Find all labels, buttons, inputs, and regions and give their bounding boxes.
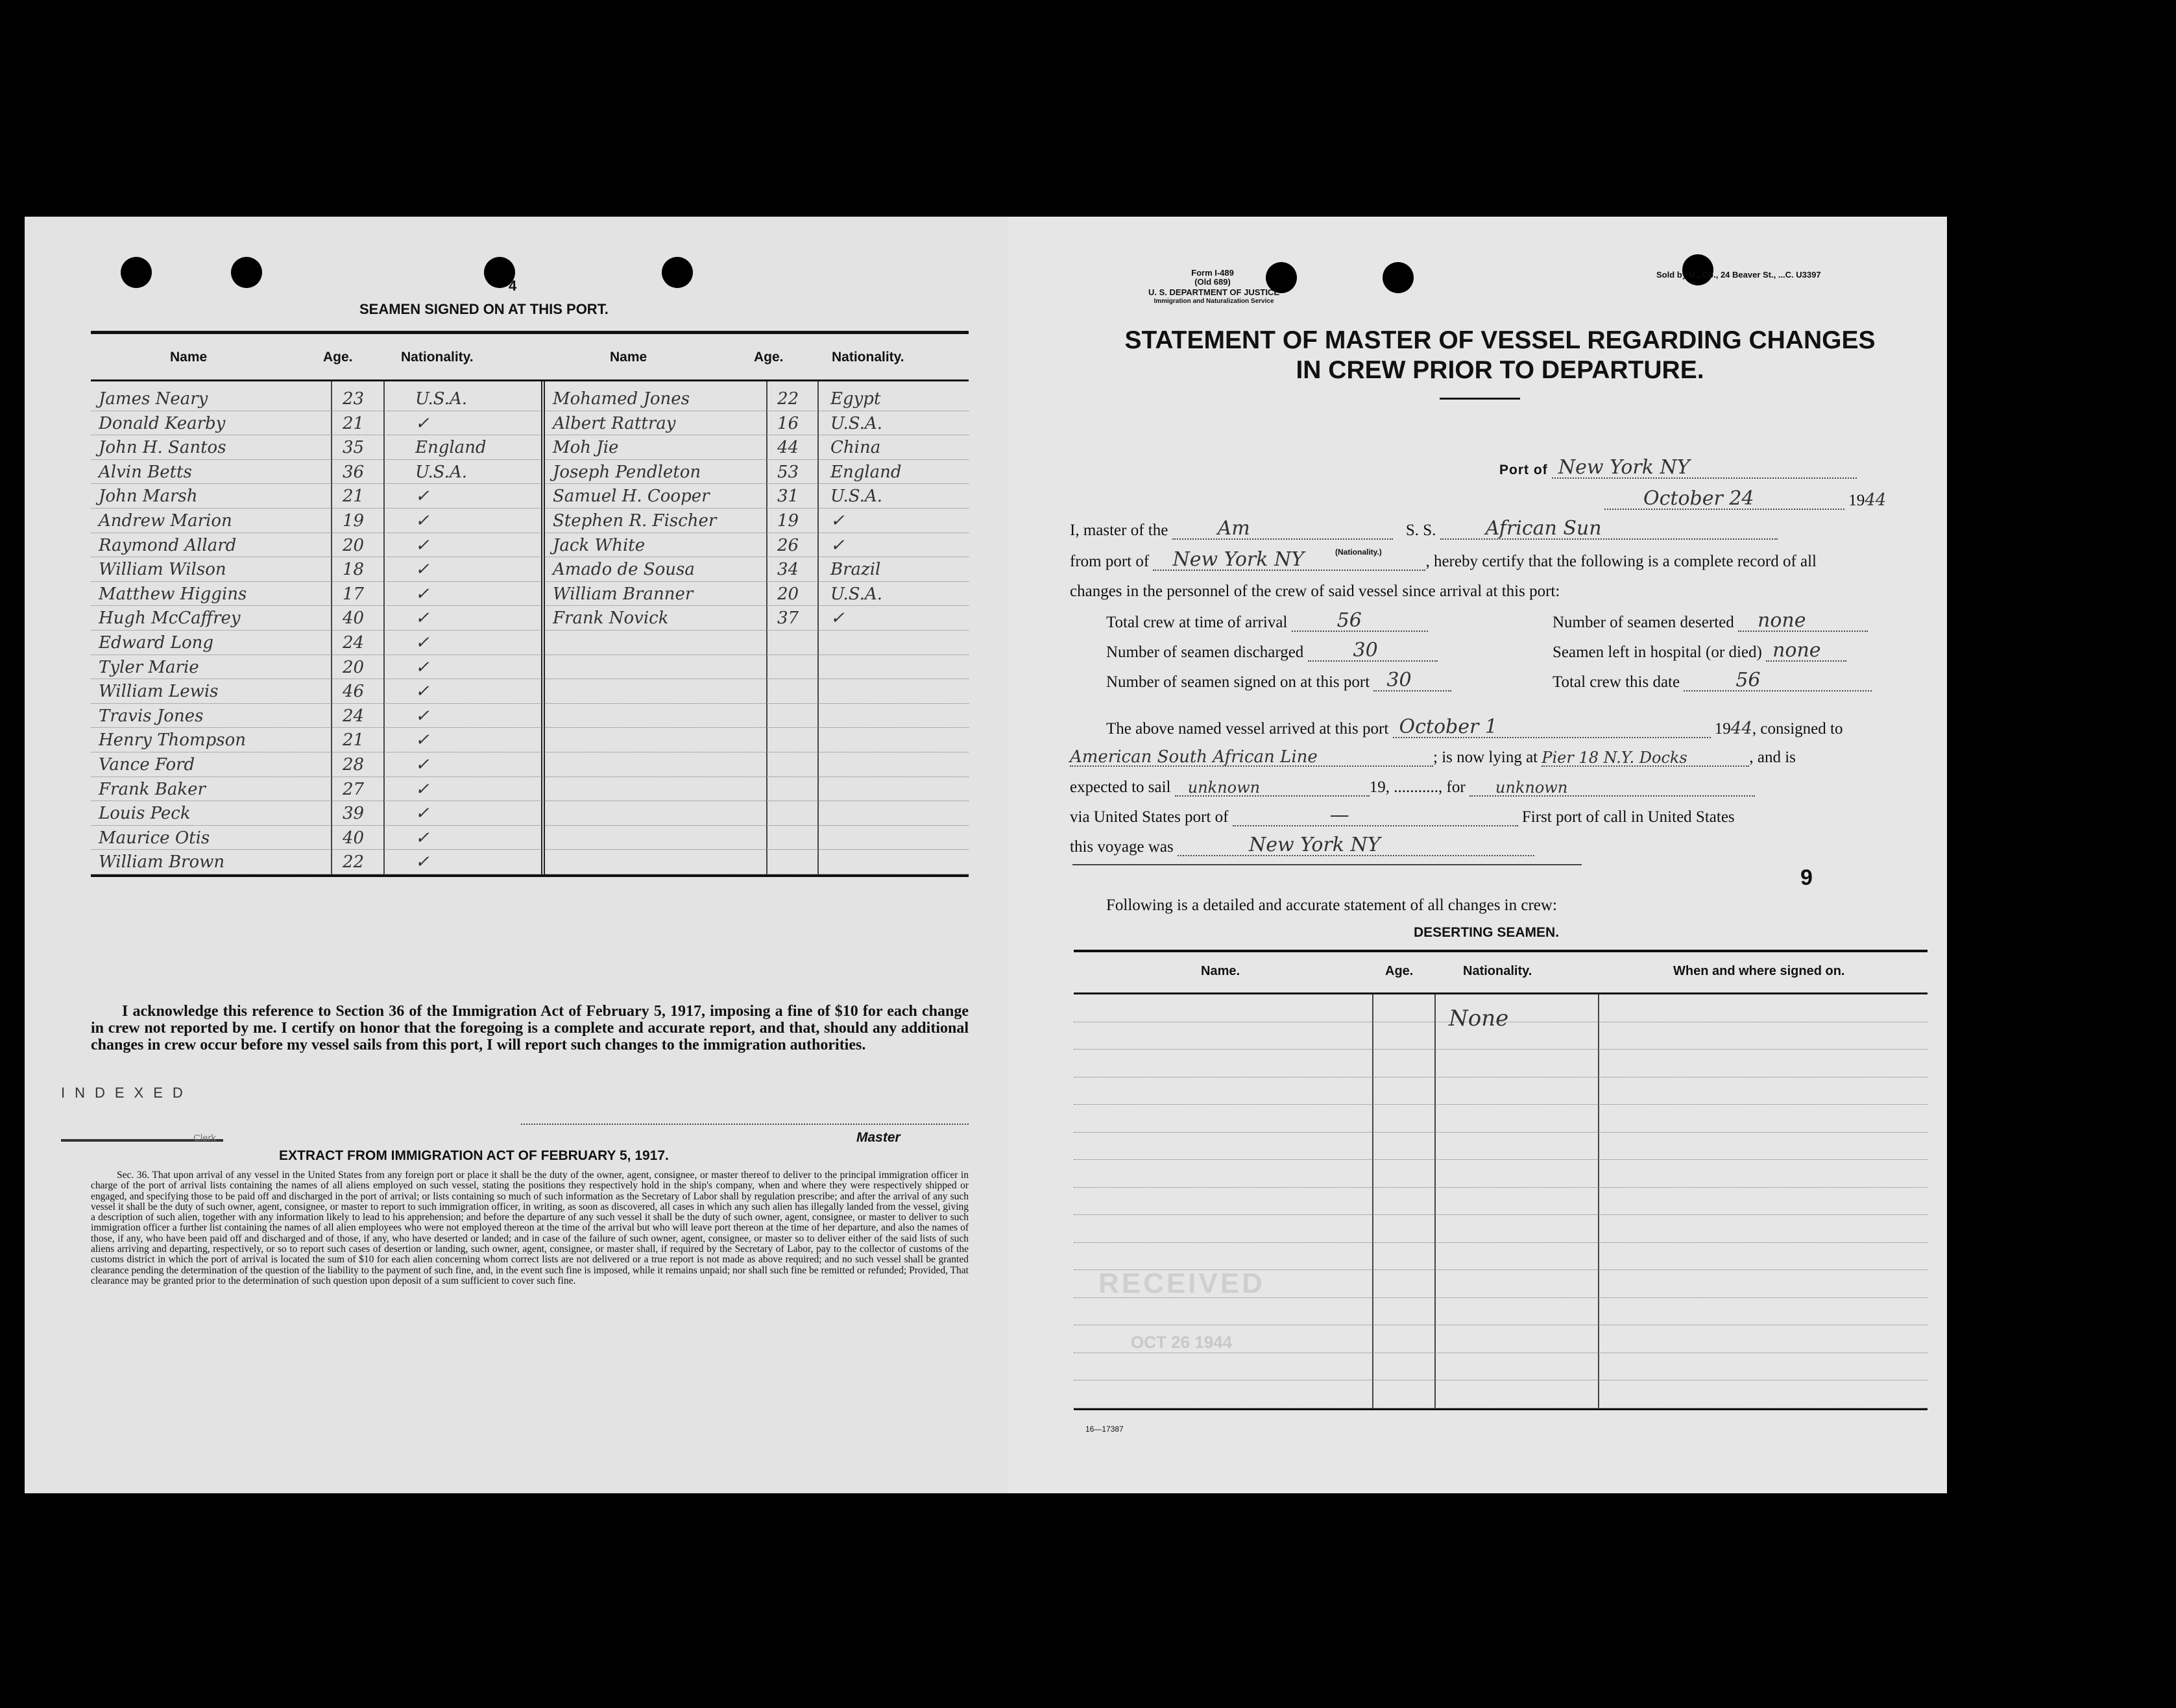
crew-row [91, 533, 969, 558]
signed-on-field [1106, 669, 1451, 692]
crew-row [91, 655, 969, 680]
crew-name: Vance Ford [99, 754, 195, 775]
crew-age: 20 [777, 584, 799, 604]
crew-age: 44 [777, 438, 799, 458]
expected-field: expected to sail unknown 19, ..........., for unknown [1070, 778, 1755, 797]
crew-nationality: ✓ [415, 730, 429, 751]
header-age: Age. [1385, 964, 1414, 978]
crew-name: William Branner [553, 584, 694, 604]
crew-name: Samuel H. Cooper [553, 487, 710, 507]
crew-nationality: U.S.A. [830, 584, 882, 604]
crew-row [91, 557, 969, 582]
crew-age: 39 [343, 804, 365, 824]
crew-age: 28 [343, 754, 365, 775]
crew-row [91, 509, 969, 533]
crew-row [91, 801, 969, 826]
crew-name: Frank Novick [553, 608, 669, 629]
extract-text: Sec. 36. That upon arrival of any vessel in the United States from any foreign port or place it shall be the duty of the owner, agent, consignee, or master thereof to deliver to the principal immigration officer in charge of the port of arrival lists containing the names of all aliens employed on such vessel, stating the positions they respectively hold in the ship's company, when and where they were respectively shipped or engaged, and specifying those to be paid off and discharged in the port of arrival; or lists containing so much of such information as the Secretary of Labor shall by regulation prescribe; and after the arrival of any such vessel it shall be the duty of such owner, agent, consignee, or master to report to such immigration officer, in writing, as soon as discovered, all cases in which any such alien has illegally landed from the vessel, giving a description of such alien, together with any information likely to lead to his apprehension; and before the departure of any such vessel it shall be the duty of such owner, agent, consignee, or master to deliver to such immigration officer a further list containing the names of all alien employees who were not employed thereon at the time of the arrival but who will leave port thereon at the time of her departure, and also the names of those, if any, who have been paid off and discharged and of those, if any, who have deserted or landed; and in case of the failure of such owner, agent, consignee, or master so to deliver either of the said lists of such aliens arriving and departing, respectively, or so to report such cases of desertion or landing, such owner, agent, consignee, or master shall, if required by the Secretary of Labor, pay to the collector of customs of the customs district in which the port of arrival is located the sum of $10 for each alien concerning whom correct lists are not delivered or a true report is not made as above required; and no such vessel shall be granted clearance pending the determination of the question of the liability to the payment of such fine, and, in the event such fine is imposed, while it remains unpaid; nor shall such fine be remitted or refunded; Provided, That clearance may be granted prior to the determination of such question upon deposit of a sum sufficient to cover such fine. [91, 1170, 969, 1286]
from-port-label: from port of [1070, 553, 1150, 570]
crew-nationality: ✓ [415, 828, 429, 848]
count-mark: 9 [1800, 865, 1813, 890]
voyage-input[interactable]: New York NY [1178, 838, 1534, 856]
crew-name: Henry Thompson [99, 730, 246, 751]
signed-on-input[interactable]: 30 [1373, 673, 1451, 692]
crew-name: Frank Baker [99, 779, 206, 799]
department: U. S. DEPARTMENT OF JUSTICE [1148, 287, 1279, 297]
sold-by: Sold by U...Co., 24 Beaver St., ...C. U3397 [1656, 270, 1821, 280]
and-is-label: , and is [1749, 749, 1796, 766]
desert-entry: None [1449, 1005, 1509, 1031]
crew-table-body [91, 381, 969, 877]
header-age: Age. [754, 350, 784, 365]
form-block [1161, 269, 1264, 287]
certify-text: , hereby certify that the following is a complete record of all [1425, 553, 1817, 570]
deserting-row [1074, 1077, 1928, 1105]
header-name: Name [610, 350, 647, 365]
total-arrival-label: Total crew at time of arrival [1106, 614, 1288, 631]
crew-nationality: ✓ [415, 779, 429, 799]
crew-row [91, 606, 969, 631]
crew-nationality: U.S.A. [415, 462, 467, 482]
header-nationality: Nationality. [1463, 964, 1532, 978]
deserting-row [1074, 1105, 1928, 1133]
from-port-input[interactable]: New York NY [1153, 553, 1425, 571]
crew-age: 46 [343, 682, 365, 702]
crew-nationality: ✓ [415, 511, 429, 531]
header-name: Name. [1201, 964, 1240, 978]
following-text: Following is a detailed and accurate statement of all changes in crew: [1106, 896, 1557, 914]
header-age: Age. [323, 350, 353, 365]
title-line-1: STATEMENT OF MASTER OF VESSEL REGARDING CHANGES [1124, 326, 1876, 354]
crew-row [91, 752, 969, 777]
for-input[interactable]: unknown [1469, 778, 1755, 797]
crew-nationality: England [415, 438, 487, 458]
crew-name: Albert Rattray [553, 413, 676, 433]
crew-name: William Lewis [99, 682, 219, 702]
crew-age: 34 [777, 560, 799, 580]
crew-name: Donald Kearby [99, 413, 226, 433]
port-of-field [1499, 456, 1857, 479]
form-number: Form I-489 [1191, 268, 1234, 278]
crew-name: John H. Santos [99, 438, 226, 458]
signed-on-label: Number of seamen signed on at this port [1106, 673, 1370, 691]
crew-nationality: ✓ [415, 560, 429, 580]
crew-nationality: ✓ [415, 413, 429, 433]
crew-age: 31 [777, 487, 799, 507]
via-input[interactable]: — [1233, 808, 1518, 826]
crew-age: 22 [343, 852, 365, 872]
consignee-input[interactable]: American South African Line [1070, 749, 1433, 767]
hospital-label: Seamen left in hospital (or died) [1553, 644, 1762, 661]
header-name: Name [170, 350, 208, 365]
crew-name: Hugh McCaffrey [99, 608, 241, 629]
deserting-row [1074, 1133, 1928, 1161]
crew-row [91, 484, 969, 509]
arrived-input[interactable]: October 1 [1393, 720, 1711, 738]
ss-input[interactable]: African Sun [1440, 522, 1778, 540]
crew-nationality: ✓ [830, 535, 845, 555]
crew-row [91, 679, 969, 704]
crew-age: 19 [777, 511, 799, 531]
crew-nationality: ✓ [415, 706, 429, 726]
crew-name: James Neary [99, 389, 208, 409]
crew-age: 26 [777, 535, 799, 555]
voyage-field [1070, 834, 1534, 856]
crew-nationality: England [830, 462, 902, 482]
crew-name: William Wilson [99, 560, 226, 580]
crew-age: 17 [343, 584, 365, 604]
crew-row [91, 826, 969, 850]
crew-table [91, 331, 969, 877]
crew-name: Amado de Sousa [553, 560, 695, 580]
crew-name: Stephen R. Fischer [553, 511, 717, 531]
crew-nationality: ✓ [415, 584, 429, 604]
consigned-label: , consigned to [1752, 720, 1843, 738]
acknowledgement-text: I acknowledge this reference to Section 36 of the Immigration Act of February 5, 1917, imposing a fine of $10 for each change in crew not reported by me. I certify on honor that the foregoing is a complete and accurate report, and that, should any additional changes in crew occur before my vessel sails from this port, I will report such changes to the immigration authorities. [91, 1003, 969, 1053]
crew-nationality: ✓ [415, 632, 429, 653]
expected-input[interactable]: unknown [1175, 778, 1370, 797]
crew-name: Raymond Allard [99, 535, 237, 555]
deserting-row [1074, 1215, 1928, 1243]
crew-nationality: ✓ [415, 608, 429, 629]
form-footer: 16—17387 [1085, 1425, 1124, 1434]
hospital-field [1553, 639, 1846, 662]
via-label: via United States port of [1070, 808, 1229, 826]
crew-nationality: ✓ [415, 535, 429, 555]
title-rule [1440, 398, 1520, 400]
crew-age: 21 [343, 413, 365, 433]
lying-label: ; is now lying at [1433, 749, 1538, 766]
header-nationality: Nationality. [401, 350, 474, 365]
date-input[interactable]: October 24 [1604, 492, 1844, 510]
crew-name: Mohamed Jones [553, 389, 690, 409]
crew-nationality: U.S.A. [830, 487, 882, 507]
received-stamp: RECEIVED [1098, 1268, 1265, 1299]
service: Immigration and Naturalization Service [1154, 298, 1274, 305]
crew-nationality: ✓ [830, 511, 845, 531]
crew-name: Edward Long [99, 632, 214, 653]
crew-name: Andrew Marion [99, 511, 232, 531]
extract-title: EXTRACT FROM IMMIGRATION ACT OF FEBRUARY 5, 1917. [279, 1148, 669, 1163]
crew-row [91, 850, 969, 874]
crew-nationality: Brazil [830, 560, 881, 580]
date-field [1604, 487, 1887, 510]
crew-nationality: ✓ [415, 804, 429, 824]
punch-hole [662, 257, 693, 288]
crew-age: 16 [777, 413, 799, 433]
crew-nationality: Egypt [830, 389, 881, 409]
punch-hole [1383, 262, 1414, 293]
hospital-input[interactable]: none [1766, 644, 1846, 662]
section-title: SEAMEN SIGNED ON AT THIS PORT. [359, 301, 609, 317]
consignee-field [1070, 749, 1796, 767]
total-date-field [1553, 669, 1872, 692]
clerk-label: Clerk [193, 1133, 217, 1144]
crew-age: 27 [343, 779, 365, 799]
crew-age: 21 [343, 730, 365, 751]
deserting-row [1074, 1050, 1928, 1077]
crew-nationality: ✓ [415, 754, 429, 775]
arrived-label: The above named vessel arrived at this port [1106, 720, 1389, 738]
deserted-field [1553, 609, 1868, 632]
indexed-stamp: INDEXED [61, 1085, 193, 1101]
arrived-year-prefix: 19 [1714, 720, 1731, 738]
department-block [1097, 288, 1331, 306]
crew-nationality: U.S.A. [415, 389, 467, 409]
right-page [1008, 217, 1947, 1493]
first-port-label: First port of call in United States [1521, 808, 1735, 826]
crew-name: Joseph Pendleton [553, 462, 701, 482]
crew-row [91, 728, 969, 752]
crew-nationality: ✓ [415, 487, 429, 507]
punch-hole [121, 257, 152, 288]
crew-age: 40 [343, 608, 365, 629]
header-nationality: Nationality. [832, 350, 904, 365]
discharged-input[interactable]: 30 [1308, 644, 1438, 662]
deserting-row [1074, 1380, 1928, 1408]
crew-name: Louis Peck [99, 804, 191, 824]
crew-nationality: U.S.A. [830, 413, 882, 433]
left-page [25, 217, 1008, 1493]
port-of-input[interactable]: New York NY [1552, 461, 1857, 479]
crew-row [91, 411, 969, 436]
deserting-title: DESERTING SEAMEN. [1414, 925, 1560, 940]
crew-name: William Brown [99, 852, 225, 872]
crew-age: 22 [777, 389, 799, 409]
expected-label: expected to sail [1070, 778, 1171, 796]
crew-name: Moh Jie [553, 438, 619, 458]
arrived-year: 44 [1730, 719, 1752, 738]
crew-nationality: ✓ [415, 657, 429, 677]
crew-age: 35 [343, 438, 365, 458]
ss-label: S. S. [1405, 522, 1436, 539]
crew-table-header [91, 331, 969, 381]
crew-name: Alvin Betts [99, 462, 192, 482]
crew-nationality: ✓ [415, 682, 429, 702]
port-of-label: Port of [1499, 463, 1548, 477]
crew-nationality: ✓ [830, 608, 845, 629]
deserting-row [1074, 1353, 1928, 1381]
arrived-field [1106, 716, 1843, 738]
page-number: 4 [509, 278, 517, 294]
crew-row [91, 777, 969, 802]
crew-age: 36 [343, 462, 365, 482]
expected-year-prefix: 19 [1369, 778, 1386, 796]
crew-row [91, 582, 969, 607]
form-title [1069, 326, 1931, 385]
deserted-input[interactable]: none [1738, 614, 1868, 632]
total-arrival-input[interactable]: 56 [1292, 614, 1428, 632]
deserted-label: Number of seamen deserted [1553, 614, 1734, 631]
header-signed-on: When and where signed on. [1673, 964, 1845, 978]
crew-row [91, 460, 969, 485]
deserting-row [1074, 1160, 1928, 1188]
form-old: (Old 689) [1194, 277, 1231, 287]
for-label: for [1446, 778, 1466, 796]
crew-row [91, 435, 969, 460]
crew-age: 18 [343, 560, 365, 580]
crew-age: 40 [343, 828, 365, 848]
crew-name: Tyler Marie [99, 657, 199, 677]
crew-nationality: China [830, 438, 881, 458]
year-suffix: 44 [1865, 490, 1887, 510]
crew-row [91, 631, 969, 655]
master-label: Master [856, 1130, 901, 1145]
crew-nationality: ✓ [415, 852, 429, 872]
discharged-label: Number of seamen discharged [1106, 644, 1304, 661]
master-signature-line [521, 1109, 969, 1125]
crew-age: 20 [343, 535, 365, 555]
stamp-date: OCT 26 1944 [1131, 1332, 1233, 1352]
crew-name: Travis Jones [99, 706, 204, 726]
deserting-table-header [1074, 950, 1928, 994]
crew-name: John Marsh [99, 487, 198, 507]
title-line-2: IN CREW PRIOR TO DEPARTURE. [1296, 356, 1704, 384]
total-date-input[interactable]: 56 [1684, 673, 1872, 692]
deserting-row [1074, 1243, 1928, 1271]
via-field [1070, 804, 1735, 826]
discharged-field [1106, 639, 1438, 662]
crew-age: 24 [343, 706, 365, 726]
deserting-row [1074, 1298, 1928, 1326]
crew-age: 21 [343, 487, 365, 507]
crew-name: Maurice Otis [99, 828, 210, 848]
voyage-label: this voyage was [1070, 838, 1174, 856]
nationality-caption: (Nationality.) [1335, 547, 1382, 557]
crew-age: 53 [777, 462, 799, 482]
crew-name: Jack White [553, 535, 646, 555]
crew-name: Matthew Higgins [99, 584, 247, 604]
crew-row [91, 704, 969, 728]
crew-age: 19 [343, 511, 365, 531]
master-of-field [1070, 517, 1778, 540]
crew-age: 37 [777, 608, 799, 629]
changes-text: changes in the personnel of the crew of said vessel since arrival at this port: [1070, 583, 1560, 600]
master-of-label: I, master of the [1070, 522, 1168, 539]
deserting-row [1074, 1188, 1928, 1216]
voyage-rule [1072, 864, 1582, 865]
total-date-label: Total crew this date [1553, 673, 1680, 691]
total-arrival-field [1106, 609, 1428, 632]
lying-input[interactable]: Pier 18 N.Y. Docks [1541, 749, 1749, 767]
crew-row [91, 387, 969, 411]
crew-age: 23 [343, 389, 365, 409]
year-prefix: 19 [1848, 492, 1865, 509]
crew-age: 20 [343, 657, 365, 677]
crew-age: 24 [343, 632, 365, 653]
nationality-input[interactable]: Am [1172, 522, 1393, 540]
punch-hole [231, 257, 262, 288]
